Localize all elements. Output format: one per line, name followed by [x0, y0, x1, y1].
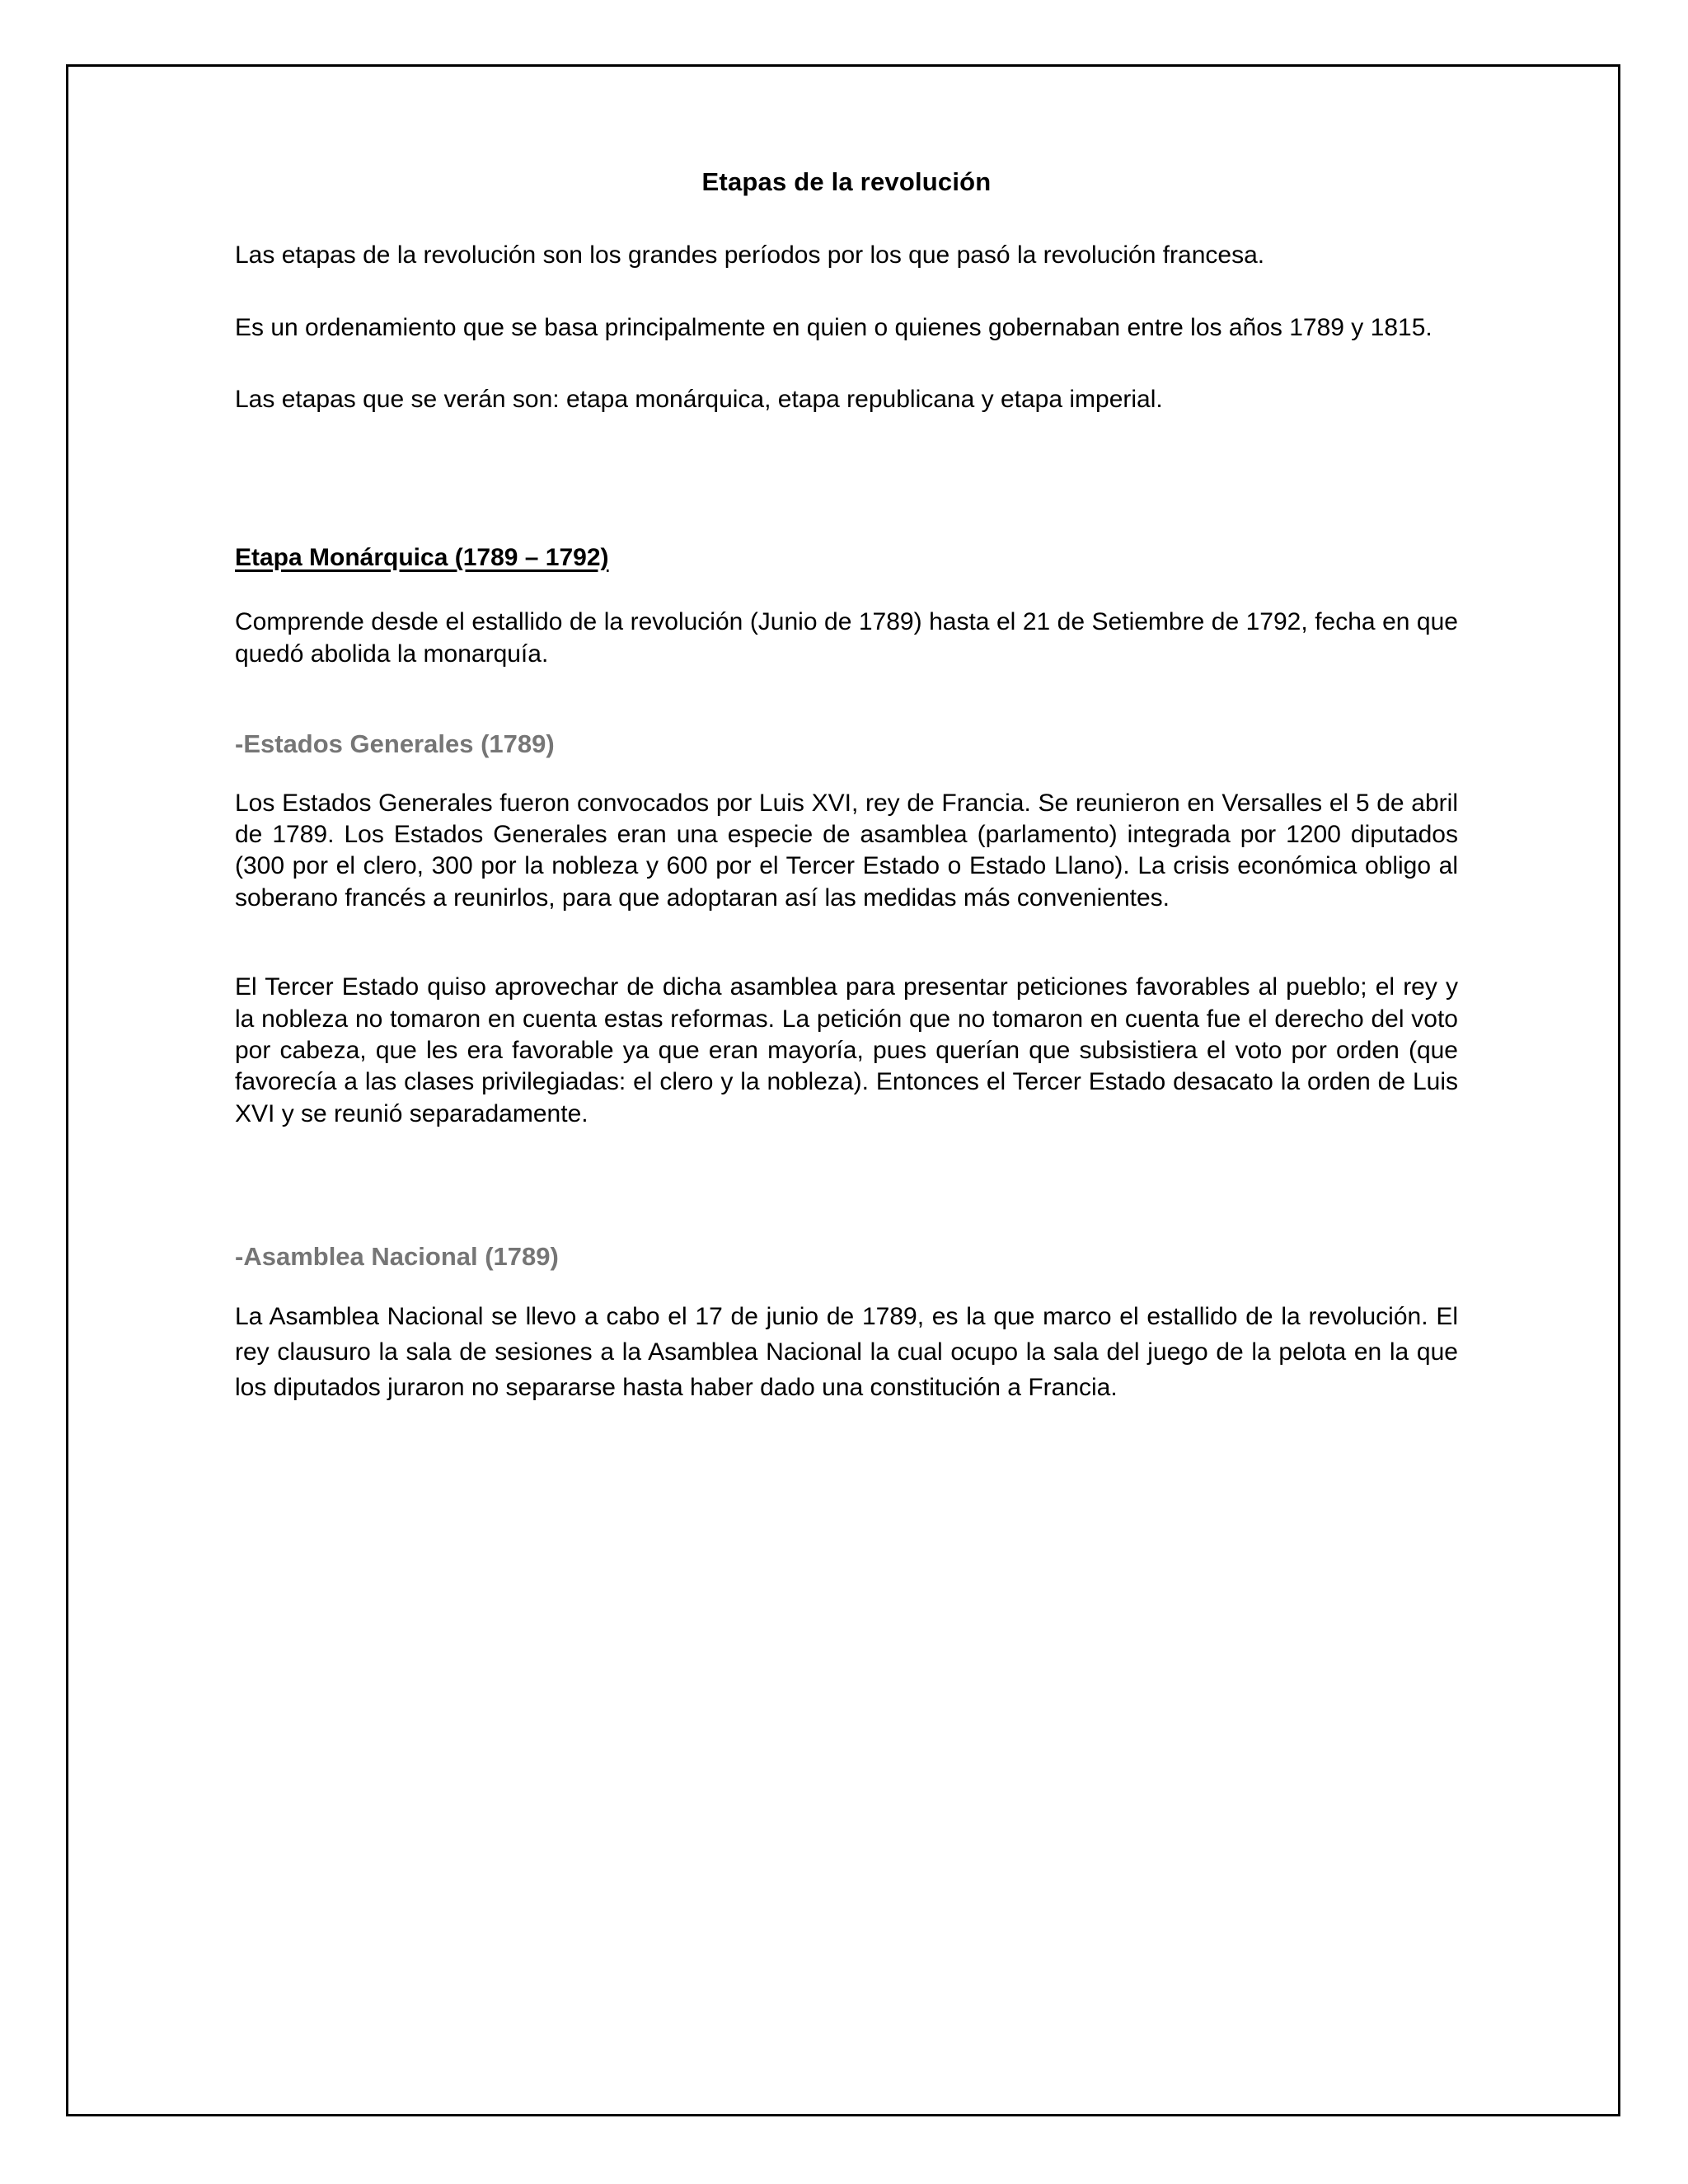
subheading-asamblea-nacional: -Asamblea Nacional (1789) [235, 1242, 559, 1272]
subheading-estados-generales: -Estados Generales (1789) [235, 729, 555, 759]
subsection-spacer-1 [235, 698, 1458, 728]
estados-generales-paragraph-1: Los Estados Generales fueron convocados por Luis XVI, rey de Francia. Se reunieron en Versalles el 5 de abril de 1789. Los Estados Generales eran una especie de asamblea (parlamento) integrada por 1200 diputados (300 por el clero, 300 por la nobleza y 600 por el Tercer Estado o Estado Llano). La crisis económica obligo al soberano francés a reunirlos, para que adoptaran así las medidas más convenientes. [235, 789, 1458, 912]
document-body [235, 166, 1458, 1433]
intro-paragraph-3: Las etapas que se verán son: etapa monárquica, etapa republicana y etapa imperial. [235, 386, 1163, 414]
estados-generales-paragraph-2: El Tercer Estado quiso aprovechar de dicha asamblea para presentar peticiones favorables al pueblo; el rey y la nobleza no tomaron en cuenta estas reformas. La petición que no tomaron en cuenta fue el derecho del voto por cabeza, que les era favorable ya que eran mayoría, pues querían que subsistiera el voto por orden (que favorecía a las clases privilegiadas: el clero y la nobleza). Entonces el Tercer Estado desacato la orden de Luis XVI y se reunió separadamente. [235, 973, 1458, 1127]
asamblea-nacional-paragraph-1: La Asamblea Nacional se llevo a cabo el 17 de junio de 1789, es la que marco el estallido de la revolución. El rey clausuro la sala de sesiones a la Asamblea Nacional la cual ocupo la sala del juego de la pelota en la que los diputados juraron no separarse hasta haber dado una constitución a Francia. [235, 1303, 1458, 1401]
intro-paragraph-2: Es un ordenamiento que se basa principalmente en quien o quienes gobernaban entre los años 1789 y 1815. [235, 313, 1432, 341]
section-intro-paragraph: Comprende desde el estallido de la revolución (Junio de 1789) hasta el 21 de Setiembre de 1792, fecha en que quedó abolida la monarquía. [235, 608, 1458, 668]
section-heading-etapa-monarquica: Etapa Monárquica (1789 – 1792) [235, 544, 609, 572]
paragraph-spacer-1 [235, 942, 1458, 972]
intro-paragraph-1: Las etapas de la revolución son los grandes períodos por los que pasó la revolución francesa. [235, 241, 1265, 269]
page-border-frame [66, 64, 1620, 2116]
subsection-spacer-2 [235, 1158, 1458, 1240]
section-spacer [235, 449, 1458, 541]
page-title: Etapas de la revolución [701, 167, 992, 196]
